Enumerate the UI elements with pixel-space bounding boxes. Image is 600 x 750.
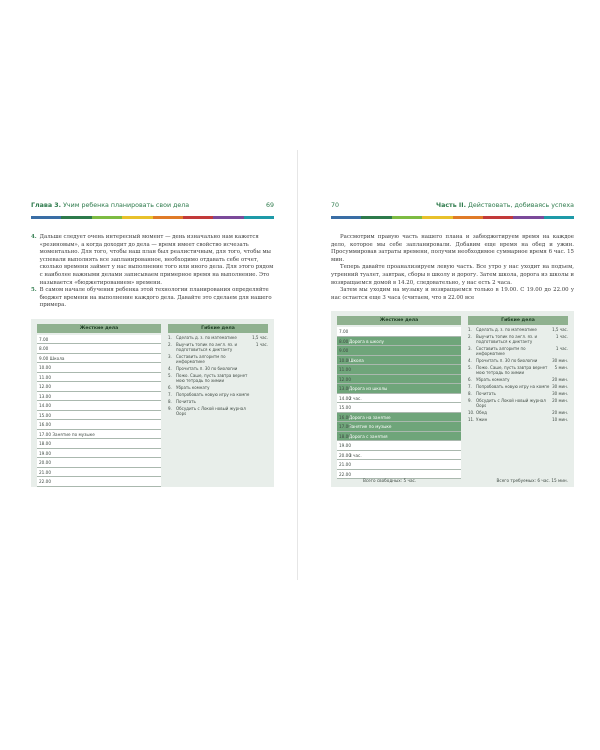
time-row: 16.00 — [37, 420, 161, 430]
flexible-task: 9. Обсудить с Локой новый журнал Oops 20 мин. — [468, 398, 568, 409]
fixed-tasks-column — [37, 324, 161, 483]
flexible-task: 2. Выучить топик по англ. яз. и подготовиться к диктанту 1 час. — [168, 341, 268, 352]
flexible-task: 7. Попробовать новую игру на компе 30 мин. — [468, 384, 568, 390]
flexible-task: 1. Сделать д. з. по математике 1,5 час. — [468, 327, 568, 333]
right-plan-table — [331, 311, 574, 487]
stripe-segment — [122, 216, 152, 219]
time-row: 8.00 — [37, 344, 161, 354]
flexible-task: 9. Обсудить с Локой новый журнал Oops — [168, 405, 246, 416]
time-row: 13.00 — [37, 392, 161, 402]
stripe-segment — [483, 216, 513, 219]
paragraph: Затем мы уходим на музыку и возвращаемся только в 19.00. С 19.00 до 22.00 у нас остается еще 3 часа (считаем, что в 22.00 все — [331, 287, 574, 301]
part-label: Часть II. — [435, 202, 466, 209]
time-row: 20.00 3 час. — [337, 451, 461, 461]
left-page — [31, 202, 274, 487]
left-color-stripe — [31, 216, 274, 219]
part-title-group — [436, 202, 574, 209]
busy-time-row: 13.00 Дорога из школы — [337, 384, 461, 394]
stripe-segment — [183, 216, 213, 219]
stripe-segment — [453, 216, 483, 219]
time-row: 19.00 — [337, 441, 461, 451]
total-required: Всего требуемых: 6 час. 15 мин. — [496, 478, 568, 484]
flexible-task: 8. Почитать — [168, 398, 196, 404]
stripe-segment — [61, 216, 91, 219]
stripe-segment — [361, 216, 391, 219]
fixed-tasks-column — [337, 316, 461, 483]
time-row: 7.00 — [337, 327, 461, 337]
page-gutter — [297, 150, 298, 580]
time-row: 9.00 Школа — [37, 354, 161, 364]
stripe-segment — [513, 216, 543, 219]
fixed-tasks-header: Жесткие дела — [337, 316, 461, 325]
time-row: 21.00 — [37, 468, 161, 478]
time-row: 15.00 — [37, 411, 161, 421]
stripe-segment — [392, 216, 422, 219]
busy-time-row: 9.00 — [337, 346, 461, 356]
flexible-tasks-column — [168, 324, 268, 483]
time-row: 22.00 — [337, 470, 461, 480]
time-row: 21.00 — [337, 460, 461, 470]
left-body-text — [31, 234, 274, 310]
flexible-list — [468, 327, 568, 422]
flexible-task: 2. Выучить топик по англ. яз. и подготовиться к диктанту 1 час. — [468, 334, 568, 345]
time-row: 18.00 — [37, 439, 161, 449]
part-title: Действовать, добиваясь успеха — [467, 202, 574, 209]
stripe-segment — [331, 216, 361, 219]
busy-time-row: 10.00 Школа — [337, 356, 461, 366]
stripe-segment — [422, 216, 452, 219]
busy-time-row: 16.00 Дорога на занятие — [337, 413, 461, 423]
flexible-task: 8. Почитать 30 мин. — [468, 391, 568, 397]
left-plan-table — [31, 319, 274, 487]
flexible-tasks-column — [468, 316, 568, 483]
time-row: 17.00 Занятие по музыке — [37, 430, 161, 440]
time-rows — [337, 327, 461, 479]
flexible-tasks-header: Гибкие дела — [168, 324, 268, 333]
time-row: 22.00 — [37, 477, 161, 487]
time-row: 20.00 — [37, 458, 161, 468]
flexible-task: 1. Сделать д. з. по математике 1,5 час. — [168, 334, 268, 340]
right-page-number: 70 — [331, 202, 340, 209]
time-row: 14.00 2 час. — [337, 394, 461, 404]
paragraph: Рассмотрим правую часть нашего плана и забюджетируем время на каждое дело, которое мы себе запланировали. Добавим еще время на обед и ужин. Просуммировав затраты времени, получим необходимое суммарное время 6 час. 15 мин. — [331, 234, 574, 263]
flexible-task: 4. Прочитать п. 30 по биологии 30 мин. — [468, 358, 568, 364]
list-item-text: В самом начале обучения ребенка этой технологии планирования определяйте бюджет времени на выполнение каждого дела. Давайте это сделаем для нашего примера. — [39, 287, 272, 309]
flexible-list — [168, 335, 268, 416]
flexible-task: 7. Попробовать новую игру на компе — [168, 391, 250, 397]
busy-time-row: 12.00 — [337, 375, 461, 385]
flexible-task: 4. Прочитать п. 30 по биологии — [168, 365, 238, 371]
right-running-header — [331, 202, 574, 216]
time-row: 7.00 — [37, 335, 161, 345]
flexible-task: 5. Пожо. Саше, пусть завтра вернет мою тетрадь по химии 5 мин. — [468, 365, 568, 376]
time-row: 15.00 — [337, 403, 461, 413]
list-item: 5. В самом начале обучения ребенка этой технологии планирования определяйте бюджет времени на выполнение каждого дела. Давайте это сделаем для нашего примера. — [31, 287, 274, 310]
flexible-task: 3. Составить алгоритм по информатике — [168, 353, 226, 364]
left-running-header — [31, 202, 274, 216]
flexible-task: 3. Составить алгоритм по информатике 1 час. — [468, 346, 568, 357]
busy-time-row: 11.00 — [337, 365, 461, 375]
stripe-segment — [244, 216, 274, 219]
stripe-segment — [153, 216, 183, 219]
time-row: 12.00 — [37, 382, 161, 392]
flexible-task: 6. Убрать комнату 20 мин. — [468, 377, 568, 383]
chapter-label: Глава 3. — [31, 202, 62, 209]
total-free: Всего свободных: 5 час. — [363, 478, 417, 484]
time-row: 19.00 — [37, 449, 161, 459]
right-body-text — [331, 234, 574, 302]
left-page-number: 69 — [265, 202, 274, 209]
time-row: 10.00 — [37, 363, 161, 373]
busy-time-row: 17.00 Занятие по музыке — [337, 422, 461, 432]
paragraph: Теперь давайте проанализируем левую часть. Все утро у нас уходит на подъем, утренний туалет, завтрак, сборы в школу и дорогу. Затем школа, дорога из школы и возвращаемся домой в 14.20, следовательно, у нас есть 2 часа. — [331, 264, 574, 286]
flexible-task: 6. Убрать комнату — [168, 384, 210, 390]
flexible-task: 10. Обед 20 мин. — [468, 410, 568, 416]
right-page — [331, 202, 574, 487]
stripe-segment — [213, 216, 243, 219]
time-rows — [37, 335, 161, 487]
flexible-task: 5. Пожо. Саше, пусть завтра вернет мою тетрадь по химии — [168, 372, 248, 383]
stripe-segment — [92, 216, 122, 219]
time-row: 11.00 — [37, 373, 161, 383]
flexible-task: 11. Ужин 10 мин. — [468, 417, 568, 423]
stripe-segment — [31, 216, 61, 219]
stripe-segment — [544, 216, 574, 219]
right-color-stripe — [331, 216, 574, 219]
fixed-tasks-header: Жесткие дела — [37, 324, 161, 333]
list-item-text: Дальше следует очень интересный момент — день изначально нам кажется «резиновым», а когда доходит до дела — время имеет свойство исчезать моментально. Для того, чтобы наш план был реалистичным, для того, чтобы мы успевали выполнять все запланированное, необходимо отдавать себе отчет, сколько времени займет у нас выполнение того или иного дела. Для этого рядом с наиболее важными делами записываем примерное время на выполнение. Это называется «бюджетированием» времени. — [39, 234, 274, 286]
busy-time-row: 18.00 Дорога с занятия — [337, 432, 461, 442]
list-item: 4. Дальше следует очень интересный момент — день изначально нам кажется «резиновым», а когда доходит до дела — время имеет свойство исчезать моментально. Для того, чтобы наш план был реалистичным, для того, чтобы мы успевали выполнять все запланированное, необходимо отдавать себе отчет, сколько времени займет у нас выполнение того или иного дела. Для этого рядом с наиболее важными делами записываем примерное время на выполнение. Это называется «бюджетированием» времени. — [31, 234, 274, 286]
busy-time-row: 8.00 Дорога в школу — [337, 337, 461, 347]
flexible-tasks-header: Гибкие дела — [468, 316, 568, 325]
time-row: 14.00 — [37, 401, 161, 411]
chapter-title: Учим ребенка планировать свои дела — [63, 202, 190, 209]
